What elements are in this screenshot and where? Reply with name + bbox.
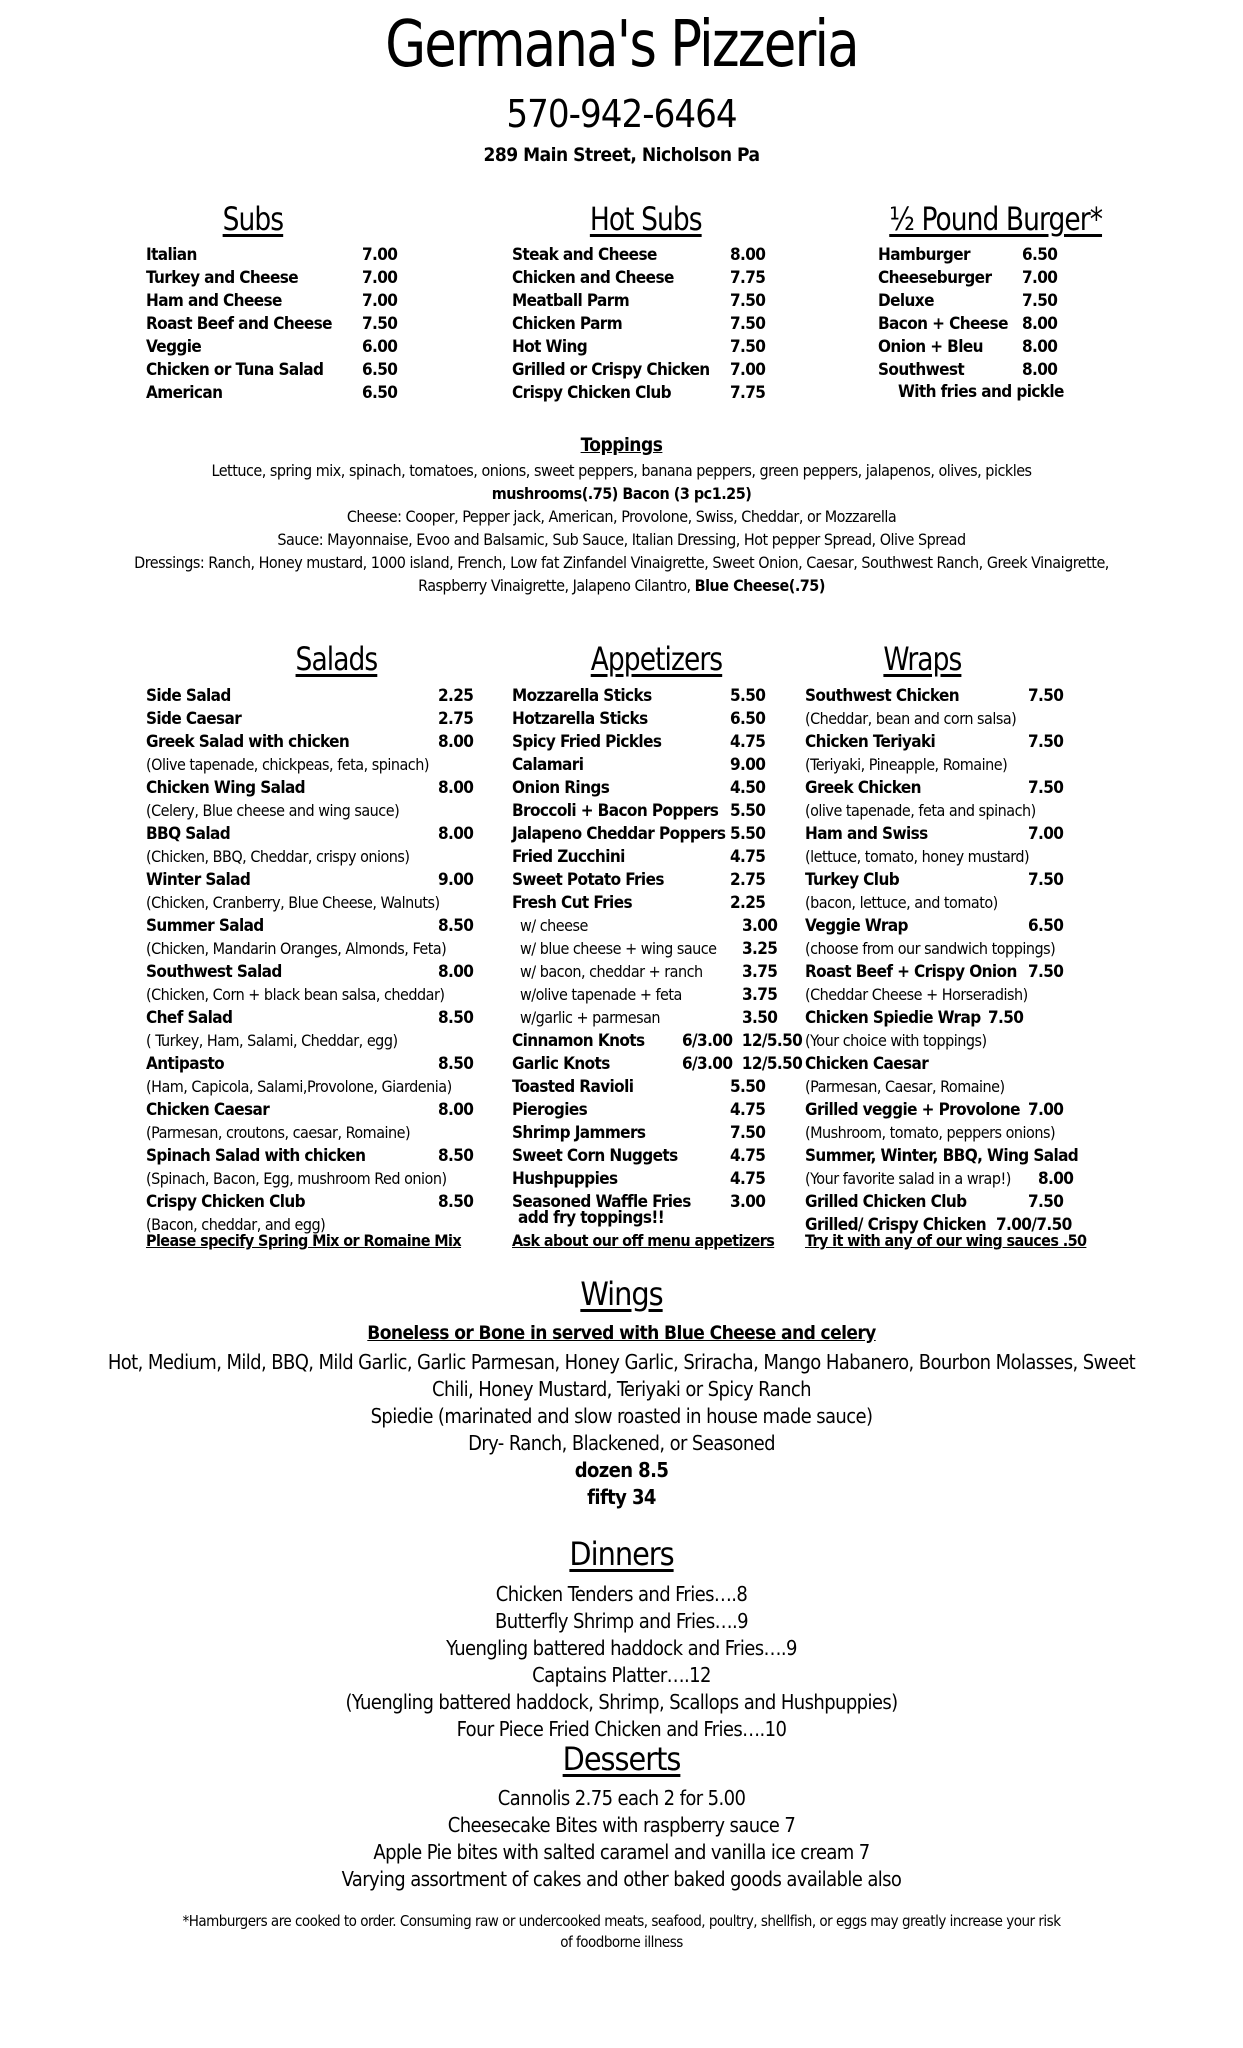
wrap-price: 7.00/7.50 — [996, 1215, 1072, 1235]
sub-item-price: 6.00 — [362, 337, 398, 357]
burger-item-price: 7.00 — [1022, 268, 1058, 288]
salad-price: 8.50 — [438, 1008, 474, 1028]
appetizer-name: Hotzarella Sticks — [512, 709, 648, 729]
wrap-description: (olive tapenade, feta and spinach) — [805, 801, 1036, 820]
wrap-name: Roast Beef + Crispy Onion — [805, 962, 1017, 982]
salad-name: Chef Salad — [146, 1008, 233, 1028]
salad-description: ( Turkey, Ham, Salami, Cheddar, egg) — [146, 1031, 398, 1050]
hot-sub-item-price: 7.75 — [730, 268, 766, 288]
appetizer-price: 4.50 — [730, 778, 766, 798]
appetizer-name: Pierogies — [512, 1100, 588, 1120]
sub-item-name: Italian — [146, 245, 197, 265]
appetizer-name: Garlic Knots — [512, 1054, 610, 1074]
wraps-heading: Wraps — [883, 640, 962, 678]
salad-description: (Chicken, Cranberry, Blue Cheese, Walnuts) — [146, 893, 440, 912]
wrap-price: 7.50 — [1028, 732, 1064, 752]
appetizer-price: 5.50 — [730, 1077, 766, 1097]
hot-sub-item-name: Chicken Parm — [512, 314, 623, 334]
salad-price: 8.50 — [438, 1054, 474, 1074]
wrap-name: Grilled/ Crispy Chicken — [805, 1215, 986, 1235]
dinner-item: Chicken Tenders and Fries….8 — [495, 1582, 748, 1606]
appetizer-price: 4.75 — [730, 847, 766, 867]
toppings-heading: Toppings — [580, 434, 663, 456]
burger-item-price: 6.50 — [1022, 245, 1058, 265]
appetizer-price: 5.50 — [730, 801, 766, 821]
sub-item-price: 7.00 — [362, 245, 398, 265]
wrap-price: 8.00 — [1038, 1169, 1074, 1189]
appetizer-name: Cinnamon Knots — [512, 1031, 645, 1051]
salad-price: 8.50 — [438, 1146, 474, 1166]
salad-name: Chicken Caesar — [146, 1100, 270, 1120]
dinner-item: (Yuengling battered haddock, Shrimp, Scallops and Hushpuppies) — [345, 1690, 898, 1714]
burger-item-price: 7.50 — [1022, 291, 1058, 311]
wrap-name: Chicken Caesar — [805, 1054, 929, 1074]
blue-cheese-extra: Blue Cheese(.75) — [694, 576, 825, 595]
wrap-price: 7.50 — [988, 1008, 1024, 1028]
wraps-note: Try it with any of our wing sauces .50 — [805, 1231, 1087, 1250]
burger-item-price: 8.00 — [1022, 314, 1058, 334]
burger-item-name: Bacon + Cheese — [878, 314, 1008, 334]
appetizers-heading: Appetizers — [590, 640, 723, 678]
wrap-description: (Teriyaki, Pineapple, Romaine) — [805, 755, 1008, 774]
cheese-options: Cheese: Cooper, Pepper jack, American, Provolone, Swiss, Cheddar, or Mozzarella — [346, 507, 897, 526]
toppings-line: Lettuce, spring mix, spinach, tomatoes, onions, sweet peppers, banana peppers, green peppers, jalapenos, olives, pickles — [211, 461, 1032, 480]
burgers-heading: ½ Pound Burger* — [889, 200, 1103, 238]
wrap-description: (Parmesan, Caesar, Romaine) — [805, 1077, 1005, 1096]
burger-item-name: Onion + Bleu — [878, 337, 983, 357]
hot-sub-item-name: Steak and Cheese — [512, 245, 657, 265]
salad-name: Winter Salad — [146, 870, 251, 890]
appetizer-name: Shrimp Jammers — [512, 1123, 646, 1143]
dressing-line-end: Raspberry Vinaigrette, Jalapeno Cilantro, — [418, 576, 691, 595]
appetizer-price: 3.50 — [742, 1008, 778, 1028]
burger-note: With fries and pickle — [898, 382, 1064, 402]
sub-item-price: 6.50 — [362, 360, 398, 380]
salad-description: (Bacon, cheddar, and egg) — [146, 1215, 326, 1234]
appetizer-name: Calamari — [512, 755, 584, 775]
wrap-name: Grilled Chicken Club — [805, 1192, 967, 1212]
wing-flavors: Hot, Medium, Mild, BBQ, Mild Garlic, Garlic Parmesan, Honey Garlic, Sriracha, Mango Habanero, Bourbon Molasses, Sweet — [107, 1350, 1136, 1374]
salad-price: 8.00 — [438, 824, 474, 844]
appetizer-name: w/olive tapenade + feta — [520, 985, 682, 1004]
appetizer-price: 6/3.00 12/5.50 — [682, 1031, 803, 1051]
appetizer-name: Fresh Cut Fries — [512, 893, 632, 913]
burger-item-price: 8.00 — [1022, 337, 1058, 357]
sub-item-name: Roast Beef and Cheese — [146, 314, 332, 334]
add-fry-toppings: add fry toppings!! — [518, 1208, 665, 1228]
appetizer-price: 3.75 — [742, 985, 778, 1005]
appetizer-name: Sweet Corn Nuggets — [512, 1146, 678, 1166]
wrap-name: Chicken Spiedie Wrap — [805, 1008, 981, 1028]
dinner-item: Four Piece Fried Chicken and Fries….10 — [456, 1717, 787, 1741]
salad-price: 8.50 — [438, 916, 474, 936]
wrap-name: Grilled veggie + Provolone — [805, 1100, 1020, 1120]
salad-name: Side Salad — [146, 686, 231, 706]
dressing-options-cont — [0, 576, 1243, 595]
appetizer-name: w/ blue cheese + wing sauce — [520, 939, 717, 958]
salad-name: Southwest Salad — [146, 962, 282, 982]
salad-price: 9.00 — [438, 870, 474, 890]
appetizer-price: 4.75 — [730, 1169, 766, 1189]
appetizer-name: Sweet Potato Fries — [512, 870, 664, 890]
wrap-description: (choose from our sandwich toppings) — [805, 939, 1056, 958]
appetizer-price: 6/3.00 12/5.50 — [682, 1054, 803, 1074]
hot-sub-item-name: Crispy Chicken Club — [512, 383, 671, 403]
wrap-description: (lettuce, tomato, honey mustard) — [805, 847, 1030, 866]
appetizer-price: 4.75 — [730, 732, 766, 752]
salads-note: Please specify Spring Mix or Romaine Mix — [146, 1231, 462, 1250]
appetizer-price: 4.75 — [730, 1146, 766, 1166]
wing-dry-rubs: Dry- Ranch, Blackened, or Seasoned — [468, 1431, 775, 1455]
appetizer-name: w/garlic + parmesan — [520, 1008, 661, 1027]
appetizer-price: 7.50 — [730, 1123, 766, 1143]
wrap-price: 7.50 — [1028, 870, 1064, 890]
wrap-price: 7.00 — [1028, 1100, 1064, 1120]
address: 289 Main Street, Nicholson Pa — [483, 144, 760, 166]
appetizer-name: Fried Zucchini — [512, 847, 625, 867]
appetizer-name: Spicy Fried Pickles — [512, 732, 662, 752]
desserts-heading: Desserts — [562, 1740, 681, 1778]
sub-item-name: Ham and Cheese — [146, 291, 282, 311]
salad-price: 2.75 — [438, 709, 474, 729]
wrap-price: 6.50 — [1028, 916, 1064, 936]
appetizer-name: Broccoli + Bacon Poppers — [512, 801, 719, 821]
wrap-name: Summer, Winter, BBQ, Wing Salad — [805, 1146, 1079, 1166]
wing-flavors-cont: Chili, Honey Mustard, Teriyaki or Spicy Ranch — [432, 1377, 811, 1401]
dinners-heading: Dinners — [569, 1535, 674, 1573]
hot-sub-item-name: Grilled or Crispy Chicken — [512, 360, 710, 380]
salad-name: Spinach Salad with chicken — [146, 1146, 366, 1166]
salad-price: 8.00 — [438, 778, 474, 798]
salad-description: (Parmesan, croutons, caesar, Romaine) — [146, 1123, 411, 1142]
appetizer-price: 9.00 — [730, 755, 766, 775]
hot-sub-item-price: 7.50 — [730, 314, 766, 334]
sub-item-name: Chicken or Tuna Salad — [146, 360, 324, 380]
burger-item-name: Hamburger — [878, 245, 970, 265]
salad-description: (Spinach, Bacon, Egg, mushroom Red onion) — [146, 1169, 447, 1188]
wing-spiedie: Spiedie (marinated and slow roasted in house made sauce) — [370, 1404, 873, 1428]
salad-description: (Ham, Capicola, Salami,Provolone, Giardenia) — [146, 1077, 452, 1096]
sub-item-price: 7.00 — [362, 291, 398, 311]
sauce-options: Sauce: Mayonnaise, Evoo and Balsamic, Sub Sauce, Italian Dressing, Hot pepper Spread, Olive Spread — [277, 530, 966, 549]
food-safety-disclaimer: *Hamburgers are cooked to order. Consuming raw or undercooked meats, seafood, poultry, shellfish, or eggs may greatly increase your risk — [182, 1912, 1061, 1930]
salad-price: 2.25 — [438, 686, 474, 706]
toppings-extras: mushrooms(.75) Bacon (3 pc1.25) — [491, 484, 752, 503]
hot-sub-item-name: Hot Wing — [512, 337, 588, 357]
hot-sub-item-price: 7.75 — [730, 383, 766, 403]
wrap-name: Greek Chicken — [805, 778, 921, 798]
wrap-description: (Cheddar, bean and corn salsa) — [805, 709, 1017, 728]
wrap-description: (bacon, lettuce, and tomato) — [805, 893, 998, 912]
sub-item-price: 7.00 — [362, 268, 398, 288]
appetizer-price: 3.25 — [742, 939, 778, 959]
wrap-name: Southwest Chicken — [805, 686, 960, 706]
sub-item-price: 7.50 — [362, 314, 398, 334]
dessert-item: Varying assortment of cakes and other baked goods available also — [341, 1867, 902, 1891]
burger-item-name: Southwest — [878, 360, 965, 380]
phone-number: 570-942-6464 — [506, 92, 737, 136]
dessert-item: Apple Pie bites with salted caramel and vanilla ice cream 7 — [373, 1840, 870, 1864]
salad-name: Antipasto — [146, 1054, 225, 1074]
salad-price: 8.00 — [438, 962, 474, 982]
hot-sub-item-price: 7.00 — [730, 360, 766, 380]
wrap-name: Chicken Teriyaki — [805, 732, 936, 752]
salad-description: (Chicken, BBQ, Cheddar, crispy onions) — [146, 847, 410, 866]
wrap-description: (Mushroom, tomato, peppers onions) — [805, 1123, 1056, 1142]
sub-item-name: Veggie — [146, 337, 202, 357]
hot-sub-item-price: 8.00 — [730, 245, 766, 265]
salad-description: (Olive tapenade, chickpeas, feta, spinach) — [146, 755, 429, 774]
salad-name: BBQ Salad — [146, 824, 231, 844]
wings-fifty-price: fifty 34 — [587, 1485, 656, 1509]
wrap-description: (Your choice with toppings) — [805, 1031, 987, 1050]
appetizer-price: 2.75 — [730, 870, 766, 890]
salad-name: Crispy Chicken Club — [146, 1192, 305, 1212]
salad-name: Chicken Wing Salad — [146, 778, 306, 798]
burger-item-name: Cheeseburger — [878, 268, 992, 288]
appetizer-price: 6.50 — [730, 709, 766, 729]
hot-sub-item-name: Meatball Parm — [512, 291, 630, 311]
salad-name: Summer Salad — [146, 916, 264, 936]
appetizer-name: Seasoned Waffle Fries — [512, 1192, 691, 1212]
wings-heading: Wings — [580, 1275, 663, 1313]
appetizer-name: w/ bacon, cheddar + ranch — [520, 962, 703, 981]
wrap-price: 7.00 — [1028, 824, 1064, 844]
sub-item-name: Turkey and Cheese — [146, 268, 299, 288]
appetizer-name: Onion Rings — [512, 778, 610, 798]
sub-item-price: 6.50 — [362, 383, 398, 403]
dessert-item: Cheesecake Bites with raspberry sauce 7 — [447, 1813, 796, 1837]
restaurant-name: Germana's Pizzeria — [385, 8, 858, 82]
burger-item-price: 8.00 — [1022, 360, 1058, 380]
salad-name: Greek Salad with chicken — [146, 732, 350, 752]
salads-heading: Salads — [295, 640, 378, 678]
appetizer-price: 3.00 — [730, 1192, 766, 1212]
wrap-price: 7.50 — [1028, 686, 1064, 706]
dessert-item: Cannolis 2.75 each 2 for 5.00 — [497, 1786, 746, 1810]
appetizer-price: 5.50 — [730, 824, 766, 844]
wrap-description: (Your favorite salad in a wrap!) — [805, 1169, 1011, 1188]
salad-description: (Celery, Blue cheese and wing sauce) — [146, 801, 400, 820]
appetizer-price: 5.50 — [730, 686, 766, 706]
appetizers-note: Ask about our off menu appetizers — [512, 1231, 775, 1250]
food-safety-disclaimer-cont: of foodborne illness — [560, 1933, 683, 1951]
burger-item-name: Deluxe — [878, 291, 934, 311]
salad-price: 8.00 — [438, 1100, 474, 1120]
dinner-item: Yuengling battered haddock and Fries….9 — [446, 1636, 797, 1660]
hot-sub-item-name: Chicken and Cheese — [512, 268, 674, 288]
appetizer-price: 4.75 — [730, 1100, 766, 1120]
appetizer-price: 3.00 — [742, 916, 778, 936]
appetizer-name: Jalapeno Cheddar Poppers — [512, 824, 726, 844]
appetizer-price: 2.25 — [730, 893, 766, 913]
appetizer-name: w/ cheese — [520, 916, 588, 935]
wings-dozen-price: dozen 8.5 — [574, 1458, 669, 1482]
salad-description: (Chicken, Mandarin Oranges, Almonds, Feta) — [146, 939, 447, 958]
hot-subs-heading: Hot Subs — [589, 200, 702, 238]
salad-price: 8.50 — [438, 1192, 474, 1212]
wings-subheading: Boneless or Bone in served with Blue Cheese and celery — [367, 1322, 876, 1344]
appetizer-name: Mozzarella Sticks — [512, 686, 652, 706]
dinner-item: Butterfly Shrimp and Fries….9 — [495, 1609, 748, 1633]
appetizer-price: 3.75 — [742, 962, 778, 982]
salad-description: (Chicken, Corn + black bean salsa, cheddar) — [146, 985, 445, 1004]
dinner-item: Captains Platter….12 — [532, 1663, 711, 1687]
wrap-price: 7.50 — [1028, 778, 1064, 798]
wrap-name: Ham and Swiss — [805, 824, 928, 844]
wrap-price: 7.50 — [1028, 1192, 1064, 1212]
salad-price: 8.00 — [438, 732, 474, 752]
wrap-description: (Cheddar Cheese + Horseradish) — [805, 985, 1028, 1004]
wrap-price: 7.50 — [1028, 962, 1064, 982]
wrap-name: Veggie Wrap — [805, 916, 908, 936]
hot-sub-item-price: 7.50 — [730, 291, 766, 311]
appetizer-name: Toasted Ravioli — [512, 1077, 634, 1097]
salad-name: Side Caesar — [146, 709, 242, 729]
subs-heading: Subs — [222, 200, 284, 238]
appetizer-name: Hushpuppies — [512, 1169, 618, 1189]
dressing-options: Dressings: Ranch, Honey mustard, 1000 island, French, Low fat Zinfandel Vinaigrette, Sweet Onion, Caesar, Southwest Ranch, Greek Vinaigrette, — [134, 553, 1109, 572]
sub-item-name: American — [146, 383, 223, 403]
wrap-name: Turkey Club — [805, 870, 900, 890]
hot-sub-item-price: 7.50 — [730, 337, 766, 357]
